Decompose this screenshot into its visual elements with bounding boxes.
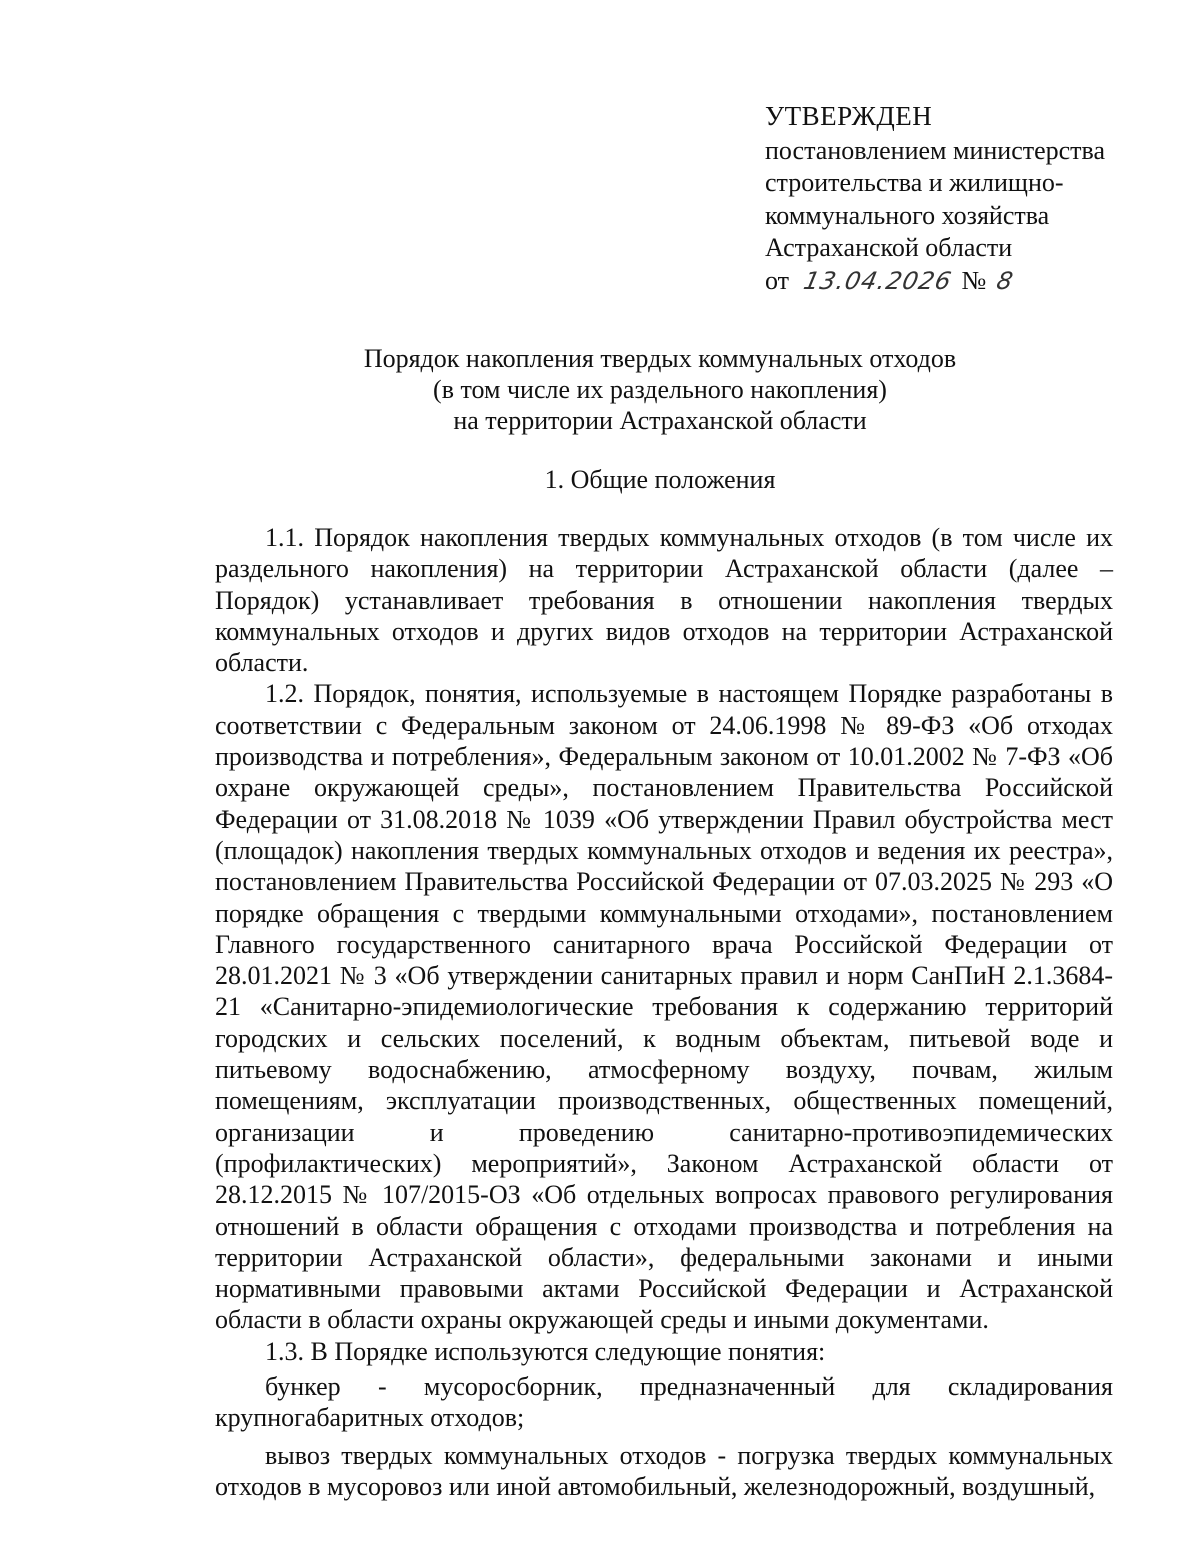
approval-line: коммунального хозяйства: [765, 200, 1050, 230]
number-sign: №: [961, 265, 987, 295]
paragraph-1-2: 1.2. Порядок, понятия, используемые в настоящем Порядке разработаны в соответствии с Федеральным законом от 24.06.1998 № 89-ФЗ «Об отходах производства и потребления», Федеральным законом от 10.01.2002 № 7-ФЗ «Об охране окружающей среды», постановлением Правительства Российской Федерации от 31.08.2018 № 1039 «Об утверждении Правил обустройства мест (площадок) накопления твердых коммунальных отходов и ведения их реестра», постановлением Правительства Российской Федерации от 07.03.2025 № 293 «О порядке обращения с твердыми коммунальными отходами», постановлением Главного государственного санитарного врача Российской Федерации от 28.01.2021 № 3 «Об утверждении санитарных правил и норм СанПиН 2.1.3684-21 «Санитарно-эпидемиологические требования к содержанию территорий городских и сельских поселений, к водным объектам, питьевой воде и питьевому водоснабжению, атмосферному воздуху, почвам, жилым помещениям, эксплуатации производственных, общественных помещений, организации и проведению санитарно-противоэпидемических (профилактических) мероприятий», Законом Астраханской области от 28.12.2015 № 107/2015-ОЗ «Об отдельных вопросах правового регулирования отношений в области обращения с отходами производства и потребления на территории Астраханской области», федеральными законами и иными нормативными правовыми актами Российской Федерации и Астраханской области в области охраны окружающей среды и иными документами.: [215, 679, 1113, 1335]
title-line: (в том числе их раздельного накопления): [433, 375, 887, 404]
title-line: Порядок накопления твердых коммунальных отходов: [363, 344, 957, 373]
date-prefix: от: [765, 265, 790, 295]
definition-bunker: бункер - мусоросборник, предназначенный для складирования крупногабаритных отходов;: [215, 1372, 1113, 1433]
handwritten-number: 8: [993, 266, 1017, 295]
approval-line: Астраханской области: [765, 233, 1013, 262]
handwritten-date: 13.04.2026: [800, 266, 954, 295]
paragraph-1-3: 1.3. В Порядке используются следующие понятия:: [265, 1336, 826, 1366]
approval-line: строительства и жилищно-: [765, 168, 1064, 197]
section-heading: 1. Общие положения: [544, 465, 776, 494]
document-body: [215, 522, 1113, 1502]
approval-date-line: [765, 265, 1145, 298]
document-title: [200, 343, 1120, 436]
title-line: на территории Астраханской области: [453, 406, 867, 435]
definition-vyvoz: вывоз твердых коммунальных отходов - погрузка твердых коммунальных отходов в мусоровоз или иной автомобильный, железнодорожный, воздушный,: [215, 1440, 1113, 1501]
approval-line: постановлением министерства: [765, 135, 1106, 165]
approval-stamp: УТВЕРЖДЕН: [765, 101, 933, 131]
approval-block: [765, 100, 1145, 297]
paragraph-1-1: 1.1. Порядок накопления твердых коммунальных отходов (в том числе их раздельного накопления) на территории Астраханской области (далее – Порядок) устанавливает требования в отношении накопления твердых коммунальных отходов и других видов отходов на территории Астраханской области.: [215, 523, 1113, 678]
